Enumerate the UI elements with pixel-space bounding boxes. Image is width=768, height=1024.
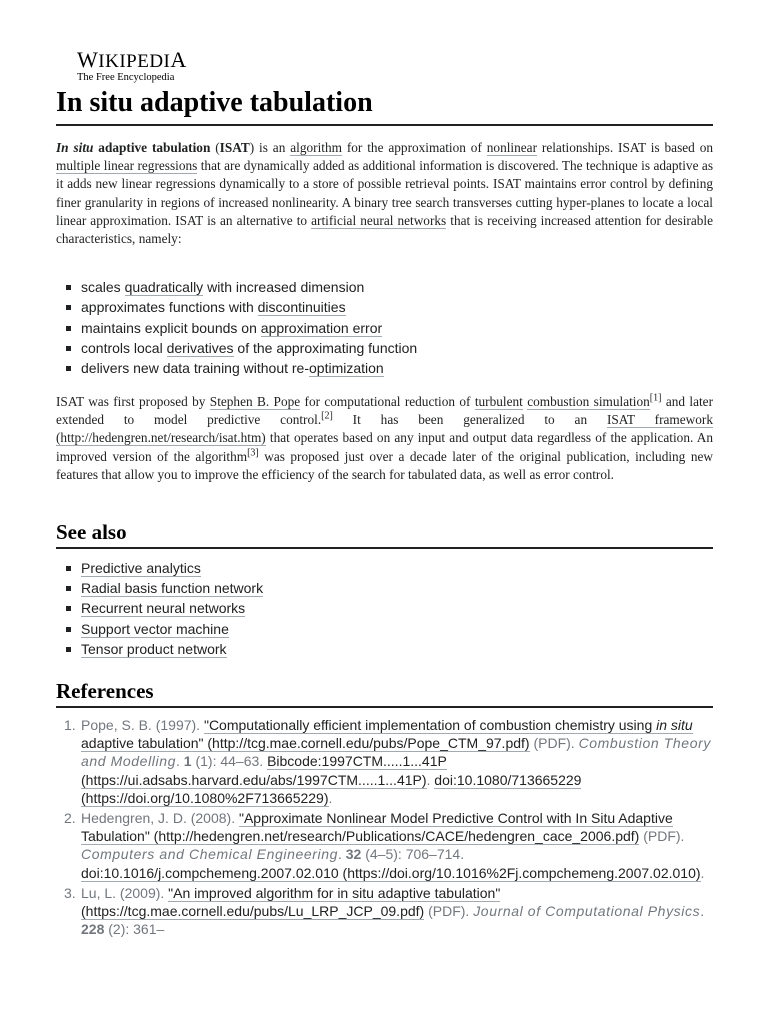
list-item: scales quadratically with increased dimension <box>56 277 713 297</box>
list-item <box>56 578 263 598</box>
link-discontinuities[interactable]: discontinuities <box>257 299 346 316</box>
link-combustion-simulation[interactable]: combustion simulation <box>527 394 650 409</box>
doi-label-link[interactable]: doi <box>434 771 453 788</box>
list-item: controls local derivatives of the approximating function <box>56 338 713 358</box>
lead-paragraph: In situ adaptive tabulation (ISAT) is an algorithm for the approximation of nonlinear relationships. ISAT is based on multiple linear regressions that are dynamically added as additional information is discovered. The technique is adaptive as it adds new linear regressions dynamically to a store of possible retrieval points. ISAT maintains error control by defining finer granularity in regions of increased nonlinearity. A binary tree search transverses cutting hyper-planes to locate a local linear approximation. ISAT is an alternative to artificial neural networks that is receiving increased attention for desirable characteristics, namely: <box>56 140 714 247</box>
link-tensor-product-network[interactable]: Tensor product network <box>81 640 227 657</box>
logo-tagline: The Free Encyclopedia <box>77 72 175 83</box>
citation-3[interactable]: [3] <box>247 447 259 459</box>
reference-item: 1. Pope, S. B. (1997). "Computationally efficient implementation of combustion chemistry using in situ adaptive tabulation" (http://tcg.mae.cornell.edu/pubs/Pope_CTM_97.pdf) (PDF). Combustion Theory and Modelling. 1 (1): 44–63. Bibcode:1997CTM.....1...41P (https://ui.adsabs.harvard.edu/abs/1997CTM.....1...41P). doi:10.1080/713665229 (https://doi.org/10.1080%2F713665229). <box>64 717 711 806</box>
link-recurrent-neural-networks[interactable]: Recurrent neural networks <box>81 600 246 617</box>
link-derivatives[interactable]: derivatives <box>166 339 234 356</box>
link-optimization[interactable]: optimization <box>309 360 384 377</box>
logo-wordmark: WIKIPEDIA <box>77 47 187 72</box>
page-title: In situ adaptive tabulation <box>56 87 373 118</box>
list-item: delivers new data training without re-optimization <box>56 358 713 378</box>
link-nonlinear[interactable]: nonlinear <box>486 140 537 155</box>
link-multiple-linear-regressions[interactable]: multiple linear regressions <box>56 158 198 174</box>
history-paragraph: ISAT was first proposed by Stephen B. Pope for computational reduction of turbulent combustion simulation[1] and later extended to model predictive control.[2] It has been generalized to an ISAT framework (http://hedengren.net/research/isat.htm) that operates based on any input and output data regardless of the application. An improved version of the algorithm[3] was proposed just over a decade later of the original publication, including new features that allow you to improve the efficiency of the search for tabulated data, as well as error control. <box>56 392 714 482</box>
reference-item: 2. Hedengren, J. D. (2008). "Approximate Nonlinear Model Predictive Control with In Situ Adaptive Tabulation" (http://hedengren.net/research/Publications/CACE/hedengren_cace_2006.pdf) (PDF). Computers and Chemical Engineering. 32 (4–5): 706–714. doi:10.1016/j.compchemeng.2007.02.010 (https://doi.org/10.1016%2Fj.compchemeng.2007.02.010). <box>64 810 705 881</box>
doi-link[interactable]: :10.1080/713665229 (https://doi.org/10.1080%2F713665229) <box>81 771 582 806</box>
references-divider <box>56 706 713 708</box>
link-isat-framework[interactable]: ISAT framework (http://hedengren.net/research/isat.htm) <box>56 412 713 446</box>
citation-2[interactable]: [2] <box>321 410 333 422</box>
references-list <box>56 716 713 940</box>
references-heading: References <box>56 679 154 703</box>
bibcode-link[interactable]: :1997CTM.....1...41P (https://ui.adsabs.harvard.edu/abs/1997CTM.....1...41P) <box>81 753 447 788</box>
wikipedia-logo[interactable] <box>77 47 187 84</box>
see-also-list <box>56 558 263 659</box>
bibcode-label-link[interactable]: Bibcode <box>267 753 318 770</box>
link-quadratically[interactable]: quadratically <box>124 279 204 295</box>
doi-link[interactable]: :10.1016/j.compchemeng.2007.02.010 (https://doi.org/10.1016%2Fj.compchemeng.2007.02.010) <box>99 864 701 881</box>
citation-1[interactable]: [1] <box>649 392 662 404</box>
characteristics-list <box>56 277 713 378</box>
reference-number: 2. <box>64 810 76 827</box>
link-stephen-b-pope[interactable]: Stephen B. Pope <box>209 394 301 409</box>
link-artificial-neural-networks[interactable]: artificial neural networks <box>311 212 447 228</box>
doi-label-link[interactable]: doi <box>81 864 100 881</box>
list-item: approximates functions with discontinuities <box>56 297 713 317</box>
link-approximation-error[interactable]: approximation error <box>260 319 383 336</box>
see-also-heading: See also <box>56 520 127 544</box>
link-algorithm[interactable]: algorithm <box>290 140 342 155</box>
reference-2-title-link[interactable]: "Approximate Nonlinear Model Predictive Control with In Situ Adaptive Tabulation" (http://hedengren.net/research/Publications/CACE/hedengren_cace_2006.pdf) <box>81 810 673 845</box>
list-item <box>56 598 263 618</box>
list-item <box>56 558 263 578</box>
reference-3-title-link[interactable]: "An improved algorithm for in situ adaptive tabulation" (https://tcg.mae.cornell.edu/pubs/Lu_LRP_JCP_09.pdf) <box>81 884 501 920</box>
list-item <box>56 619 263 639</box>
link-radial-basis-function-network[interactable]: Radial basis function network <box>81 580 264 597</box>
link-predictive-analytics[interactable]: Predictive analytics <box>81 560 201 576</box>
reference-number: 1. <box>64 717 76 733</box>
reference-1-title-link[interactable]: "Computationally efficient implementation of combustion chemistry using in situ adaptive tabulation" (http://tcg.mae.cornell.edu/pubs/Pope_CTM_97.pdf) <box>81 717 693 752</box>
list-item <box>56 639 263 659</box>
list-item: maintains explicit bounds on approximation error <box>56 318 713 338</box>
link-support-vector-machine[interactable]: Support vector machine <box>81 620 229 637</box>
link-turbulent[interactable]: turbulent <box>474 394 523 409</box>
reference-item: 3. Lu, L. (2009). "An improved algorithm for in situ adaptive tabulation" (https://tcg.mae.cornell.edu/pubs/Lu_LRP_JCP_09.pdf) (PDF). Journal of Computational Physics. 228 (2): 361– <box>64 884 705 938</box>
see-also-divider <box>56 547 713 549</box>
reference-number: 3. <box>64 884 76 901</box>
title-divider <box>56 124 713 126</box>
